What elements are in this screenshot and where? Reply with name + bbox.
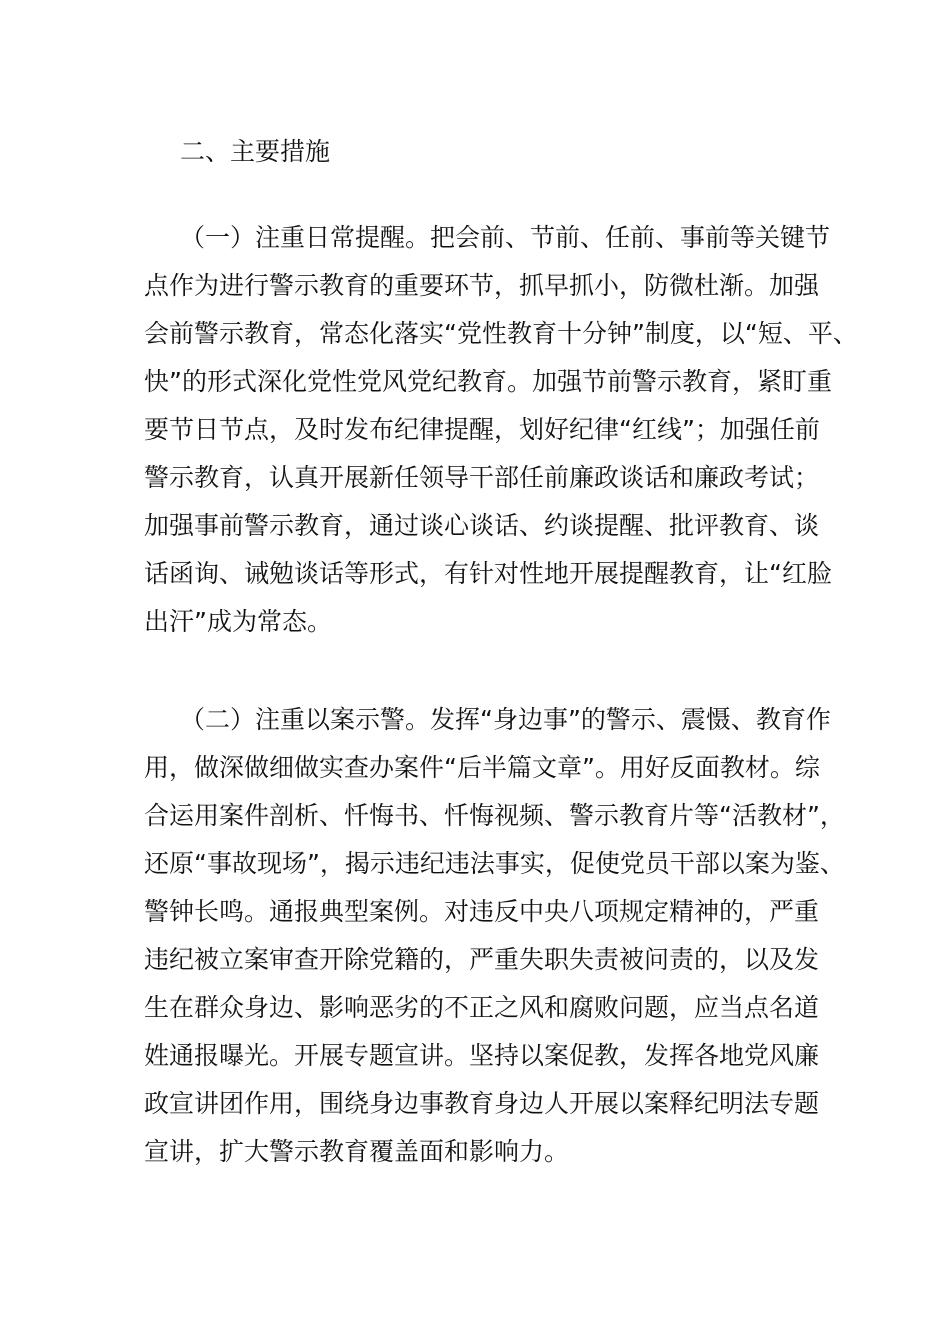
- paragraph-2-line-9: 政宣讲团作用，围绕身边事教育身边人开展以案释纪明法专题: [144, 1089, 820, 1118]
- paragraph-1-line-4: 快”的形式深化党性党风党纪教育。加强节前警示教育，紧盯重: [144, 367, 832, 396]
- paragraph-1-line-9: 出汗”成为常态。: [144, 607, 332, 636]
- paragraph-2-line-3: 合运用案件剖析、忏悔书、忏悔视频、警示教育片等“活教材”，: [144, 801, 845, 830]
- paragraph-1-line-6: 警示教育，认真开展新任领导干部任前廉政谈话和廉政考试；: [144, 463, 820, 492]
- paragraph-2-line-4: 还原“事故现场”，揭示违纪违法事实，促使党员干部以案为鉴、: [144, 849, 845, 878]
- paragraph-1-line-3: 会前警示教育，常态化落实“党性教育十分钟”制度，以“短、平、: [144, 319, 858, 348]
- paragraph-2-line-2: 用，做深做细做实查办案件“后半篇文章”。用好反面教材。综: [144, 753, 820, 782]
- paragraph-2-line-5: 警钟长鸣。通报典型案例。对违反中央八项规定精神的，严重: [144, 897, 820, 926]
- paragraph-2-line-10: 宣讲，扩大警示教育覆盖面和影响力。: [144, 1137, 570, 1166]
- paragraph-2-line-7: 生在群众身边、影响恶劣的不正之风和腐败问题，应当点名道: [144, 993, 820, 1022]
- section-heading: 二、主要措施: [180, 137, 331, 166]
- paragraph-1-line-5: 要节日节点，及时发布纪律提醒，划好纪律“红线”；加强任前: [144, 415, 820, 444]
- paragraph-1-line-2: 点作为进行警示教育的重要环节，抓早抓小，防微杜渐。加强: [144, 271, 820, 300]
- paragraph-2-line-8: 姓通报曝光。开展专题宣讲。坚持以案促教，发挥各地党风廉: [144, 1041, 820, 1070]
- paragraph-2-line-1: （二）注重以案示警。发挥“身边事”的警示、震慑、教育作: [180, 705, 831, 734]
- paragraph-1-line-7: 加强事前警示教育，通过谈心谈话、约谈提醒、批评教育、谈: [144, 511, 820, 540]
- paragraph-1-line-8: 话函询、诫勉谈话等形式，有针对性地开展提醒教育，让“红脸: [144, 559, 832, 588]
- paragraph-1-line-1: （一）注重日常提醒。把会前、节前、任前、事前等关键节: [180, 223, 831, 252]
- paragraph-2-line-6: 违纪被立案审查开除党籍的，严重失职失责被问责的，以及发: [144, 945, 820, 974]
